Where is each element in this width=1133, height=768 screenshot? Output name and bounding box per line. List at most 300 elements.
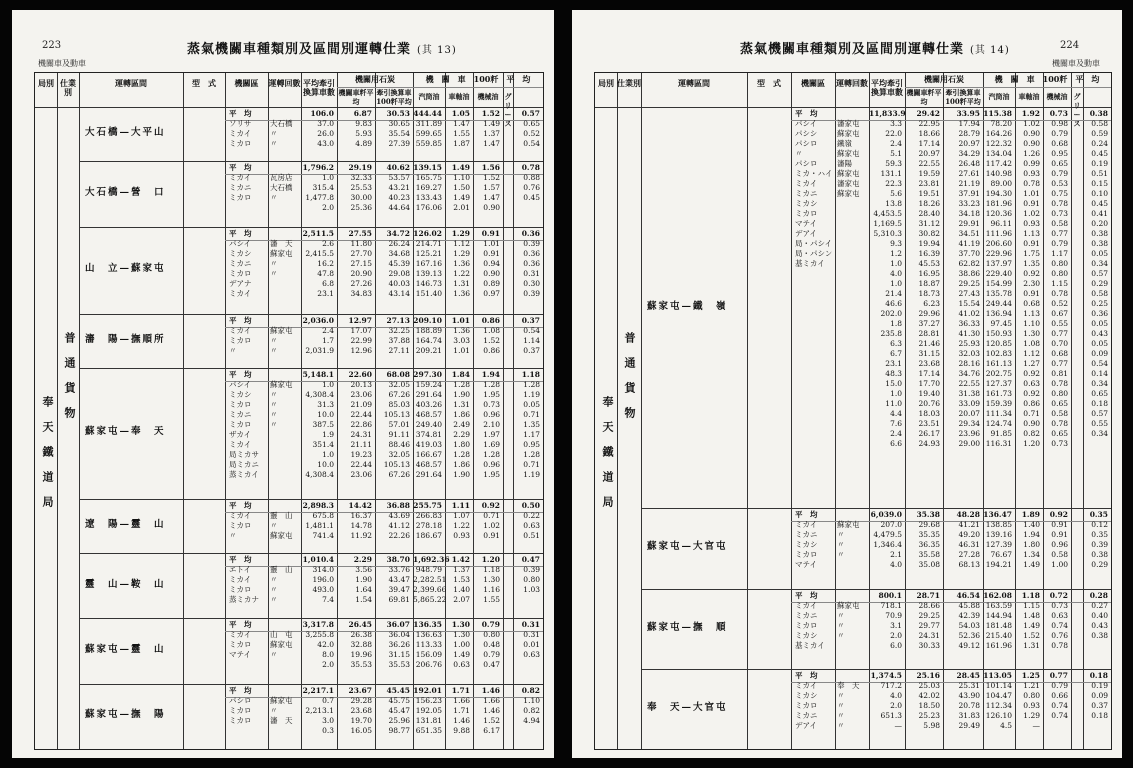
avg-cars-cell: 31.12 <box>918 219 940 228</box>
runs-cell: 21.4 <box>885 289 902 298</box>
depot-cell: 蘇家屯 <box>270 640 293 650</box>
coal-km-cell: 20.07 <box>958 409 980 418</box>
type-cell: ミカイ <box>229 173 252 183</box>
avg-cars-cell: 26.38 <box>350 630 372 640</box>
cyl-oil-cell: 0.92 <box>1023 369 1040 378</box>
coal-km-cell: 31.83 <box>958 710 980 720</box>
avg-cars-cell: 25.16 <box>916 670 940 680</box>
runs-cell: 6.0 <box>890 640 902 650</box>
grease-cell: 0.45 <box>523 193 540 203</box>
bureau-label: 奉天鐵道局 <box>41 395 54 521</box>
coal-100km-cell: 151.40 <box>415 288 442 298</box>
grease-cell: 0.50 <box>521 500 540 510</box>
coal-100km-cell: 91.85 <box>990 429 1012 438</box>
avg-cars-cell: 45.53 <box>918 259 940 268</box>
runs-cell: 196.0 <box>312 575 334 585</box>
type-cell: ミカロ <box>229 400 252 410</box>
coal-100km-cell: 120.36 <box>985 209 1012 218</box>
cyl-oil-cell: 1.49 <box>453 193 470 203</box>
type-cell: ミカニ <box>795 530 818 540</box>
axle-oil-cell: 0.65 <box>1051 429 1068 438</box>
coal-100km-cell: 202.75 <box>985 369 1012 378</box>
avg-cars-cell: 18.26 <box>918 199 940 208</box>
runs-cell: 741.4 <box>312 530 334 540</box>
axle-oil-cell: 1.28 <box>483 450 500 460</box>
cyl-oil-cell: 1.18 <box>1021 590 1040 600</box>
coal-100km-cell: 78.20 <box>990 119 1012 128</box>
grease-cell: 0.57 <box>521 109 540 118</box>
avg-cars-cell: 24.93 <box>918 439 940 448</box>
coal-km-cell: 20.78 <box>958 700 980 710</box>
runs-cell: 10.0 <box>317 460 334 470</box>
runs-cell: 1,477.8 <box>305 193 334 203</box>
grease-cell: 0.14 <box>1091 369 1108 378</box>
grease-cell: 0.38 <box>1091 630 1108 640</box>
avg-cars-cell: 31.15 <box>918 349 940 358</box>
cyl-oil-cell: 1.94 <box>1023 530 1040 540</box>
cyl-oil-cell: 3.03 <box>453 335 470 345</box>
avg-cars-cell: 35.53 <box>350 660 372 670</box>
coal-km-cell: 34.18 <box>958 209 980 218</box>
type-cell: ミカイ <box>229 575 252 585</box>
avg-cars-cell: 27.70 <box>350 248 372 258</box>
section-rule <box>641 589 1111 590</box>
depot-cell: 蘇家屯 <box>837 189 860 198</box>
avg-cars-cell: 23.51 <box>918 419 940 428</box>
coal-km-cell: 42.39 <box>958 610 980 620</box>
cyl-oil-cell: 1.00 <box>453 640 470 650</box>
header-kaisu: 運轉回數 <box>836 78 868 88</box>
coal-km-cell: 98.77 <box>388 725 410 735</box>
runs-cell: 2,415.5 <box>305 248 334 258</box>
coal-km-cell: 69.81 <box>388 595 410 605</box>
axle-oil-cell: 1.94 <box>481 370 500 380</box>
type-cell: ミカイ <box>795 680 818 690</box>
cyl-oil-cell: 0.91 <box>1023 289 1040 298</box>
depot-cell: 〃 <box>270 575 278 585</box>
cyl-oil-cell: 1.92 <box>1021 109 1040 118</box>
service-label: 普通貨物 <box>63 331 76 432</box>
type-cell: パシイ <box>229 380 252 390</box>
cyl-oil-cell: 1.29 <box>1023 710 1040 720</box>
cyl-oil-cell: 1.26 <box>1023 149 1040 158</box>
cyl-oil-cell: 1.31 <box>1023 640 1040 650</box>
type-cell: 基ミカイ <box>795 259 825 268</box>
cyl-oil-cell: 1.90 <box>453 470 470 480</box>
coal-100km-cell: 146.73 <box>415 278 442 288</box>
cyl-oil-cell: 0.91 <box>1023 199 1040 208</box>
cyl-oil-cell: 1.49 <box>1023 620 1040 630</box>
cyl-oil-cell: 1.29 <box>453 248 470 258</box>
axle-oil-cell: 1.02 <box>483 520 500 530</box>
coal-km-cell: 41.02 <box>958 309 980 318</box>
coal-km-cell: 88.46 <box>388 440 410 450</box>
axle-oil-cell: 0.73 <box>1051 439 1068 448</box>
depot-cell: 〃 <box>837 710 845 720</box>
cyl-oil-cell: 1.07 <box>453 510 470 520</box>
coal-km-cell: 53.57 <box>388 173 410 183</box>
coal-100km-cell: 166.67 <box>415 450 442 460</box>
grease-cell: 0.30 <box>523 278 540 288</box>
axle-oil-cell: 0.52 <box>1051 299 1068 308</box>
runs-cell: 16.2 <box>317 258 334 268</box>
section-name: 大石橋—營 口 <box>85 187 166 199</box>
avg-cars-cell: 25.53 <box>350 183 372 193</box>
grease-cell: 0.25 <box>1091 299 1108 308</box>
avg-cars-cell: 14.42 <box>348 500 372 510</box>
cyl-oil-cell: 1.40 <box>1023 520 1040 530</box>
axle-oil-cell: 0.78 <box>1051 640 1068 650</box>
grease-cell: 0.58 <box>1091 119 1108 128</box>
grease-cell: 0.39 <box>523 238 540 248</box>
axle-oil-cell: 1.52 <box>481 109 500 118</box>
cyl-oil-cell: 0.90 <box>1023 139 1040 148</box>
coal-100km-cell: 161.73 <box>985 389 1012 398</box>
grease-cell: 0.18 <box>1091 710 1108 720</box>
type-cell: パシシ <box>795 129 818 138</box>
coal-100km-cell: 214.71 <box>415 238 442 248</box>
avg-cars-cell: 4.89 <box>355 139 372 148</box>
grease-cell: 0.15 <box>1091 179 1108 188</box>
runs-cell: 4,479.5 <box>873 530 902 540</box>
avg-cars-cell: 19.70 <box>350 715 372 725</box>
grease-cell: 0.36 <box>523 258 540 268</box>
cyl-oil-cell: 1.55 <box>453 129 470 138</box>
cyl-oil-cell: 1.10 <box>453 173 470 183</box>
runs-cell: 1.0 <box>322 173 334 183</box>
cyl-oil-cell: 1.31 <box>453 400 470 410</box>
grease-cell: 4.94 <box>523 715 540 725</box>
avg-cars-cell: 35.38 <box>916 510 940 520</box>
cyl-oil-cell: 1.01 <box>1023 189 1040 198</box>
runs-cell: 351.4 <box>312 440 334 450</box>
coal-km-cell: 29.08 <box>388 268 410 278</box>
runs-cell: 4,453.5 <box>873 209 902 218</box>
type-cell: ミカイ <box>795 600 818 610</box>
type-cell: ミカロ <box>229 335 252 345</box>
grease-cell: 0.43 <box>1091 620 1108 630</box>
axle-oil-cell: 0.91 <box>483 530 500 540</box>
avg-cars-cell: 28.66 <box>918 600 940 610</box>
grease-cell: 0.22 <box>523 510 540 520</box>
axle-oil-cell: 0.97 <box>483 288 500 298</box>
depot-cell: 〃 <box>837 700 845 710</box>
coal-100km-cell: 104.47 <box>985 690 1012 700</box>
type-cell: マテイ <box>795 560 817 570</box>
avg-cars-cell: 19.94 <box>918 239 940 248</box>
depot-cell: 〃 <box>270 400 278 410</box>
cyl-oil-cell: 1.34 <box>1023 550 1040 560</box>
coal-100km-cell: 209.10 <box>413 315 442 325</box>
cyl-oil-cell: 1.31 <box>453 278 470 288</box>
axle-oil-cell: 0.90 <box>483 203 500 213</box>
grease-cell: 0.09 <box>1091 349 1108 358</box>
grease-cell: 0.38 <box>1091 229 1108 238</box>
avg-cars-cell: 19.51 <box>918 189 940 198</box>
type-cell: ミカイ <box>229 440 252 450</box>
coal-100km-cell: 139.15 <box>413 163 442 173</box>
axle-oil-cell: 1.18 <box>483 565 500 575</box>
cyl-oil-cell: 0.68 <box>1023 299 1040 308</box>
coal-100km-cell: 139.16 <box>985 530 1012 540</box>
column-rule <box>835 73 836 749</box>
avg-cars-cell: 29.42 <box>916 109 940 118</box>
grease-cell: 0.05 <box>1091 249 1108 258</box>
axle-oil-cell: 0.96 <box>483 460 500 470</box>
depot-cell: 蘇家屯 <box>270 325 293 335</box>
coal-km-cell: 27.39 <box>388 139 410 148</box>
grease-cell: 1.17 <box>523 430 540 440</box>
avg-cars-cell: 37.27 <box>918 319 940 328</box>
cyl-oil-cell: 1.29 <box>451 228 470 238</box>
cyl-oil-cell: 0.93 <box>453 530 470 540</box>
runs-cell: 3,317.8 <box>302 620 334 630</box>
column-rule <box>79 73 80 749</box>
type-cell: ミカシ <box>795 690 818 700</box>
coal-km-cell: 30.65 <box>388 119 410 128</box>
axle-oil-cell: 1.15 <box>1051 279 1068 288</box>
avg-cars-cell: 25.03 <box>918 680 940 690</box>
axle-oil-cell: 0.77 <box>1051 229 1068 238</box>
coal-km-cell: 25.93 <box>958 339 980 348</box>
runs-cell: 131.1 <box>880 169 902 178</box>
coal-km-cell: 30.53 <box>386 109 410 118</box>
grease-cell: 0.38 <box>1089 109 1108 118</box>
coal-km-cell: 91.11 <box>388 430 410 440</box>
coal-100km-cell: 113.33 <box>415 640 442 650</box>
axle-oil-cell: 1.57 <box>483 183 500 193</box>
avg-cars-cell: 22.95 <box>918 119 940 128</box>
cyl-oil-cell: 1.20 <box>1023 439 1040 448</box>
header-kata: 型 式 <box>192 78 216 88</box>
type-cell: ミカシ <box>229 390 252 400</box>
header-sekitan-a: 機關車粁平均 <box>906 88 942 106</box>
axle-oil-cell: 0.79 <box>483 650 500 660</box>
grease-cell: 1.03 <box>523 585 540 595</box>
axle-oil-cell: 0.75 <box>1051 189 1068 198</box>
runs-cell: 4.0 <box>890 560 902 570</box>
axle-oil-cell: 1.95 <box>483 390 500 400</box>
axle-oil-cell: 0.78 <box>1051 199 1068 208</box>
cyl-oil-cell: 1.90 <box>453 390 470 400</box>
section-name: 靈 山—鞍 山 <box>85 578 166 590</box>
type-cell: ミカロ <box>795 620 818 630</box>
runs-cell: 1,010.4 <box>302 555 334 565</box>
cyl-oil-cell: — <box>1032 720 1040 730</box>
axle-oil-cell: 0.86 <box>481 315 500 325</box>
cyl-oil-cell: 1.12 <box>453 238 470 248</box>
depot-cell: 〃 <box>837 620 845 630</box>
coal-100km-cell: 136.94 <box>985 309 1012 318</box>
avg-cars-cell: 23.06 <box>350 470 372 480</box>
runs-cell: 9.3 <box>890 239 902 248</box>
avg-cars-cell: 23.68 <box>918 359 940 368</box>
type-cell: パシロ <box>229 695 252 705</box>
header-heikin: 平均牽引換算車數 <box>871 78 903 97</box>
runs-cell: 43.0 <box>317 139 334 148</box>
cyl-oil-cell: 1.42 <box>451 555 470 565</box>
axle-oil-cell: 0.80 <box>1051 389 1068 398</box>
runs-cell: 1.9 <box>322 430 334 440</box>
coal-km-cell: 29.34 <box>958 419 980 428</box>
depot-cell: 〃 <box>270 705 278 715</box>
avg-cars-cell: 3.56 <box>355 565 372 575</box>
coal-100km-cell: 297.30 <box>413 370 442 380</box>
section-name: 大石橋—大平山 <box>85 127 166 139</box>
runs-cell: 1.0 <box>890 259 902 268</box>
coal-100km-cell: 186.67 <box>415 530 442 540</box>
avg-cars-cell: 29.25 <box>918 610 940 620</box>
cyl-oil-cell: 0.93 <box>1023 700 1040 710</box>
axle-oil-cell: 0.74 <box>1051 710 1068 720</box>
cyl-oil-cell: 0.63 <box>1023 379 1040 388</box>
section-rule <box>79 368 543 369</box>
grease-cell: 0.54 <box>1091 359 1108 368</box>
cyl-oil-cell: 1.86 <box>453 410 470 420</box>
cyl-oil-cell: 1.36 <box>453 325 470 335</box>
avg-cars-cell: 17.07 <box>350 325 372 335</box>
coal-100km-cell: 468.57 <box>415 460 442 470</box>
axle-oil-cell: 0.91 <box>1051 520 1068 530</box>
section-name: 奉 天—大官屯 <box>647 701 728 713</box>
runs-cell: 3,255.8 <box>305 630 334 640</box>
coal-100km-cell: 137.97 <box>985 259 1012 268</box>
depot-cell: 蘇家屯 <box>837 149 860 158</box>
axle-oil-cell: 0.86 <box>483 345 500 355</box>
avg-cars-cell: 22.55 <box>918 159 940 168</box>
runs-cell: 106.0 <box>310 109 334 118</box>
coal-km-cell: 34.68 <box>388 248 410 258</box>
cyl-oil-cell: 1.02 <box>1023 119 1040 128</box>
cyl-oil-cell: 1.15 <box>1023 600 1040 610</box>
avg-cars-cell: 29.68 <box>918 520 940 530</box>
grease-cell: 0.40 <box>1091 610 1108 620</box>
coal-km-cell: 40.03 <box>388 278 410 288</box>
header-sekitan: 機關用石炭 <box>355 74 395 84</box>
avg-cars-cell: 30.00 <box>350 193 372 203</box>
runs-cell: 207.0 <box>880 520 902 530</box>
runs-cell: 31.3 <box>317 400 334 410</box>
coal-100km-cell: 111.96 <box>985 229 1012 238</box>
cyl-oil-cell: 1.86 <box>453 460 470 470</box>
coal-km-cell: 32.05 <box>388 450 410 460</box>
axle-oil-cell: 1.17 <box>1051 249 1068 258</box>
coal-100km-cell: 159.39 <box>985 399 1012 408</box>
runs-cell: 675.8 <box>312 510 334 520</box>
avg-cars-cell: 6.87 <box>353 109 372 118</box>
header-jiku: 車軸油 <box>448 92 470 101</box>
runs-cell: 23.1 <box>317 288 334 298</box>
avg-cars-cell: 28.81 <box>918 329 940 338</box>
coal-100km-cell: 144.94 <box>985 610 1012 620</box>
runs-cell: 1.0 <box>322 380 334 390</box>
type-cell: ミカニ <box>795 710 818 720</box>
avg-cars-cell: 22.44 <box>350 410 372 420</box>
cyl-oil-cell: 0.82 <box>1023 429 1040 438</box>
coal-100km-cell: 133.43 <box>415 193 442 203</box>
coal-km-cell: 34.72 <box>386 228 410 238</box>
depot-cell: 〃 <box>270 520 278 530</box>
cyl-oil-cell: 1.08 <box>1023 339 1040 348</box>
coal-100km-cell: 374.81 <box>415 430 442 440</box>
cyl-oil-cell: 1.71 <box>453 705 470 715</box>
runs-cell: 2.1 <box>890 550 902 560</box>
coal-100km-cell: 140.98 <box>985 169 1012 178</box>
cyl-oil-cell: 1.40 <box>453 585 470 595</box>
coal-km-cell: 43.21 <box>388 183 410 193</box>
grease-cell: 0.41 <box>1091 209 1108 218</box>
coal-100km-cell: 136.63 <box>415 630 442 640</box>
runs-cell: 2.4 <box>322 325 334 335</box>
axle-oil-cell: 0.78 <box>1051 379 1068 388</box>
coal-km-cell: 27.11 <box>388 345 410 355</box>
coal-100km-cell: 165.75 <box>415 173 442 183</box>
type-cell: 平 均 <box>795 109 818 118</box>
coal-km-cell: 36.04 <box>388 630 410 640</box>
runs-cell: 23.1 <box>885 359 902 368</box>
type-cell: ミカイ <box>229 325 252 335</box>
coal-100km-cell: 169.27 <box>415 183 442 193</box>
header-sekitan-b: 牽引換算車100粁平均 <box>945 88 981 106</box>
grease-cell: 0.19 <box>1091 680 1108 690</box>
axle-oil-cell: 1.30 <box>483 575 500 585</box>
grease-cell: 0.34 <box>1091 429 1108 438</box>
avg-cars-cell: 11.92 <box>350 530 372 540</box>
runs-cell: 3.0 <box>322 715 334 725</box>
coal-100km-cell: 154.99 <box>985 279 1012 288</box>
cyl-oil-cell: 0.99 <box>1023 159 1040 168</box>
depot-cell: 蘇家屯 <box>837 129 860 138</box>
axle-oil-cell: 1.56 <box>481 163 500 173</box>
coal-km-cell: 43.14 <box>388 288 410 298</box>
avg-cars-cell: 32.88 <box>350 640 372 650</box>
grease-cell: 1.19 <box>523 390 540 400</box>
coal-100km-cell: 134.04 <box>985 149 1012 158</box>
grease-cell: 0.37 <box>1091 700 1108 710</box>
axle-oil-cell: 1.08 <box>483 325 500 335</box>
axle-oil-cell: 0.73 <box>1051 600 1068 610</box>
avg-cars-cell: 26.17 <box>918 429 940 438</box>
header-shigyo: 仕業別 <box>617 78 641 88</box>
cyl-oil-cell: 1.28 <box>453 450 470 460</box>
runs-cell: 26.0 <box>317 129 334 138</box>
type-cell: ミカシ <box>229 248 252 258</box>
coal-100km-cell: 127.39 <box>985 540 1012 550</box>
type-cell: 局ミカニ <box>229 460 259 470</box>
grease-cell: 0.37 <box>523 345 540 355</box>
cyl-oil-cell: 0.92 <box>1023 389 1040 398</box>
coal-100km-cell: 194.21 <box>985 560 1012 570</box>
coal-km-cell: 28.16 <box>958 359 980 368</box>
section-name: 山 立—蘇家屯 <box>85 263 166 275</box>
axle-oil-cell: 6.17 <box>483 725 500 735</box>
header-rule <box>35 107 543 108</box>
depot-cell: 〃 <box>837 550 845 560</box>
coal-km-cell: 27.61 <box>958 169 980 178</box>
type-cell: マテイ <box>229 650 251 660</box>
coal-km-cell: 15.54 <box>958 299 980 308</box>
header-kisha: 汽筒油 <box>418 92 440 101</box>
type-cell: パシロ <box>795 139 818 148</box>
grease-cell: 0.63 <box>523 520 540 530</box>
runs-cell: 1.0 <box>890 389 902 398</box>
avg-cars-cell: 27.15 <box>350 258 372 268</box>
axle-oil-cell: 0.65 <box>1051 159 1068 168</box>
avg-cars-cell: 9.83 <box>355 119 372 128</box>
type-cell: 〃 <box>229 345 237 355</box>
grease-cell: 0.10 <box>1091 189 1108 198</box>
header-sekitan-a: 機關車粁平均 <box>338 88 374 106</box>
